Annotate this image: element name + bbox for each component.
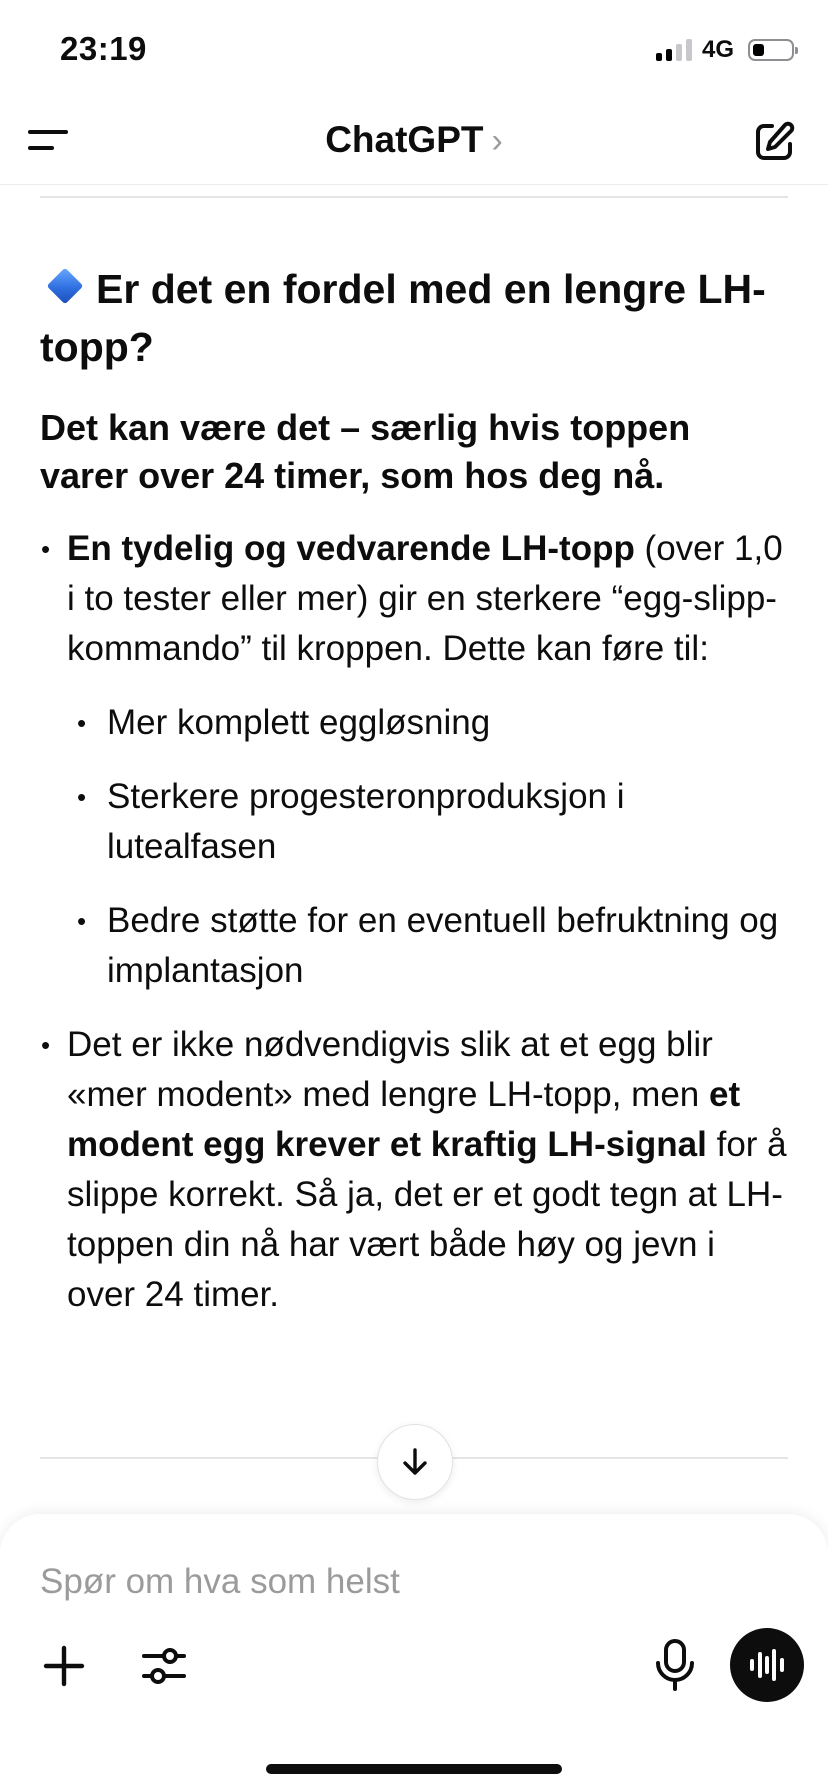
cellular-signal-icon	[656, 39, 692, 61]
bullet-2-text-after: for å slippe korrekt. Så ja, det er et godt tegn at LH-toppen din nå har vært både høy og jevn i over 24 timer.	[67, 1125, 787, 1314]
bullet-2-bold: et modent egg krever et kraftig LH-signal	[67, 1075, 741, 1164]
status-indicators	[656, 36, 794, 64]
network-type: 4G	[701, 36, 734, 63]
scroll-to-bottom-button[interactable]	[377, 1424, 453, 1500]
page-title: ChatGPT	[325, 119, 484, 160]
chevron-right-icon: ›	[491, 122, 503, 160]
list-item: • Sterkere progesteronproduksjon i lutealfasen	[107, 772, 788, 872]
bullet-1-bold: En tydelig og vedvarende LH-topp	[67, 529, 635, 568]
bullet-list	[0, 524, 828, 1320]
audio-waveform-icon	[747, 1648, 787, 1682]
message-heading	[40, 260, 788, 376]
assistant-message	[0, 184, 828, 1514]
heading-text: Er det en fordel med en lengre LH-topp?	[40, 266, 766, 370]
list-item	[67, 524, 788, 996]
list-item	[67, 1020, 788, 1320]
bullet-2-text-before: Det er ikke nødvendigvis slik at et egg blir «mer modent» med lengre LH-topp, men	[67, 1025, 713, 1114]
list-item: • Mer komplett eggløsning	[107, 698, 788, 748]
list-item: • Bedre støtte for en eventuell befruktning og implantasjon	[107, 896, 788, 996]
microphone-icon[interactable]	[652, 1638, 698, 1692]
add-attachment-icon[interactable]	[40, 1642, 88, 1690]
tools-sliders-icon[interactable]	[140, 1642, 188, 1690]
model-selector[interactable]	[0, 116, 828, 165]
voice-mode-button[interactable]	[730, 1628, 804, 1702]
section-divider	[40, 196, 788, 198]
new-chat-icon[interactable]	[750, 118, 798, 166]
nav-bar	[0, 96, 828, 185]
lead-paragraph: Det kan være det – særlig hvis toppen varer over 24 timer, som hos deg nå.	[40, 407, 691, 496]
battery-icon	[748, 39, 794, 61]
message-input[interactable]	[40, 1552, 780, 1612]
arrow-down-icon	[398, 1445, 432, 1479]
home-indicator	[266, 1764, 562, 1774]
battery-level	[753, 44, 764, 56]
bullet-1-text: (over 1,0 i to tester eller mer) gir en sterkere “egg-slipp-kommando” til kroppen. Dette kan føre til:	[67, 529, 783, 668]
status-time: 23:19	[60, 30, 147, 67]
small-blue-diamond-icon	[47, 268, 84, 305]
sub-bullet-list	[67, 698, 788, 996]
composer	[0, 1514, 828, 1792]
status-bar	[0, 0, 828, 96]
